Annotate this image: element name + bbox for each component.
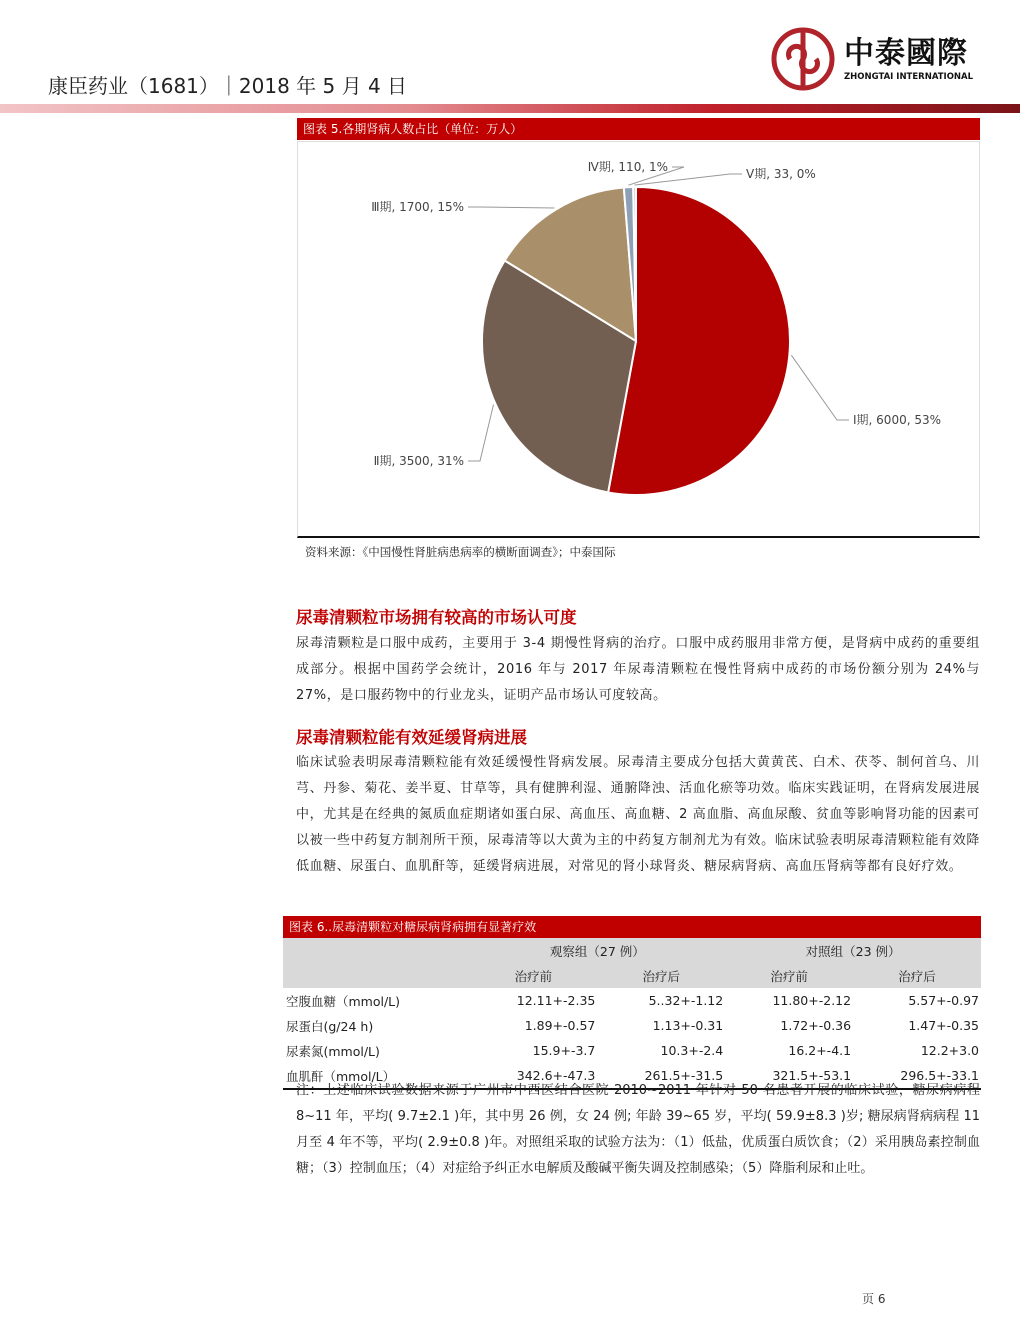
logo-text-en: ZHONGTAI INTERNATIONAL — [844, 72, 974, 82]
table-cell: 1.89+-0.57 — [524, 1018, 596, 1033]
subheader: 治疗后 — [853, 963, 981, 988]
subheader: 治疗后 — [597, 963, 725, 988]
section2-body: 临床试验表明尿毒清颗粒能有效延缓慢性肾病发展。尿毒清主要成分包括大黄黄芪、白术、茯苓、制何首乌、川芎、丹参、菊花、姜半夏、甘草等，具有健脾利湿、通腑降浊、活血化瘀等功效。临床实践证明，在肾病发展进展中，尤其是在经典的氮质血症期诸如蛋白尿、高血压、高血糖、2 高血脂、高血尿酸、贫血等影响肾功能的因素可以被一些中药复方制剂所干预，尿毒清等以大黄为主的中药复方制剂尤为有效。临床试验表明尿毒清颗粒能有效降低血糖、尿蛋白、血肌酐等，延缓肾病进展，对常见的肾小球肾炎、糖尿病肾病、高血压肾病等都有良好疗效。 — [296, 755, 980, 874]
pie-chart-frame — [297, 141, 980, 538]
table-cell: 空腹血糖（mmol/L) — [286, 993, 401, 1009]
table-row — [283, 1038, 981, 1063]
figure5-caption: 图表 5.各期肾病人数占比（单位：万人） — [297, 118, 980, 140]
table-cell: 5.57+-0.97 — [908, 993, 979, 1008]
data-label: Ⅲ期, 1700, 15% — [371, 200, 464, 214]
leader-line — [468, 405, 494, 461]
table-cell: 11.80+-2.12 — [772, 993, 852, 1008]
section1-heading: 尿毒清颗粒市场拥有较高的市场认可度 — [296, 608, 577, 627]
table-cell: 16.2+-4.1 — [788, 1043, 852, 1058]
section1-body: 尿毒清颗粒是口服中成药，主要用于 3-4 期慢性肾病的治疗。口服中成药服用非常方便，是肾病中成药的重要组成部分。根据中国药学会统计，2016 年与 2017 年尿毒清颗粒在慢性肾病中成药的市场份额分别为 24%与 27%，是口服药物中的行业龙头，证明产品市场认可度较高。 — [296, 636, 980, 703]
table-cell: 1.72+-0.36 — [780, 1018, 852, 1033]
report-header-title: 康臣药业（1681）｜2018 年 5 月 4 日 — [48, 74, 408, 98]
table-cell: 15.9+-3.7 — [532, 1043, 596, 1058]
header-divider-band — [0, 104, 1020, 113]
leader-line — [468, 207, 554, 208]
group-header: 对照组（23 例） — [725, 938, 981, 963]
pie-chart — [298, 142, 979, 536]
section2-heading: 尿毒清颗粒能有效延缓肾病进展 — [296, 728, 527, 747]
logo-emblem-icon — [770, 26, 836, 92]
table-cell: 321.5+-53.1 — [725, 1063, 853, 1089]
table-cell: 12.2+3.0 — [920, 1043, 979, 1058]
page-number: 页 6 — [862, 1292, 886, 1306]
table-row — [283, 1013, 981, 1038]
group-header: 观察组（27 例） — [470, 938, 726, 963]
figure5-source: 资料来源：《中国慢性肾脏病患病率的横断面调查》；中泰国际 — [305, 545, 616, 559]
data-label: Ⅴ期, 33, 0% — [746, 167, 816, 181]
leader-line — [635, 174, 742, 185]
table-row — [283, 988, 981, 1013]
figure6-note: 注：上述临床试验数据来源于广州市中西医结合医院 2010~2011 年针对 50 名患者开展的临床试验，糖尿病病程 8~11 年，平均( 9.7±2.1 )年，其中男 26 例，女 24 例; 年龄 39~65 岁，平均( 59.9±8.3 )岁; 糖尿病肾病病程 11 月至 4 年不等，平均( 2.9±0.8 )年。对照组采取的试验方法为：（1）低盐，优质蛋白质饮食；（2）采用胰岛素控制血糖；（3）控制血压；（4）对症给予纠正水电解质及酸碱平衡失调及控制感染；（5）降脂利尿和止吐。 — [296, 1083, 980, 1176]
table-cell: 10.3+-2.4 — [660, 1043, 724, 1058]
table-cell: 261.5+-31.5 — [597, 1063, 725, 1089]
leader-line — [791, 355, 849, 420]
subheader: 治疗前 — [725, 963, 853, 988]
table-cell: 1.47+-0.35 — [908, 1018, 979, 1033]
data-label: Ⅰ期, 6000, 53% — [853, 413, 942, 427]
table-cell: 5..32+-1.12 — [648, 993, 724, 1008]
table-cell: 12.11+-2.35 — [516, 993, 596, 1008]
data-label: Ⅱ期, 3500, 31% — [373, 454, 464, 468]
table-cell: 342.6+-47.3 — [470, 1063, 598, 1089]
table-cell: 1.13+-0.31 — [652, 1018, 724, 1033]
table-cell: 296.5+-33.1 — [853, 1063, 981, 1089]
clinical-trial-table — [283, 938, 981, 1090]
data-label: Ⅳ期, 110, 1% — [587, 160, 668, 174]
table-cell: 血肌酐（mmol/L） — [283, 1063, 470, 1089]
table-cell: 尿素氮(mmol/L) — [286, 1043, 380, 1059]
subheader: 治疗前 — [470, 963, 598, 988]
zhongtai-logo — [770, 26, 980, 92]
figure6-caption: 图表 6..尿毒清颗粒对糖尿病肾病拥有显著疗效 — [283, 916, 981, 938]
table-cell: 尿蛋白(g/24 h) — [286, 1018, 374, 1034]
logo-text-cn: 中泰國際 — [844, 36, 968, 71]
